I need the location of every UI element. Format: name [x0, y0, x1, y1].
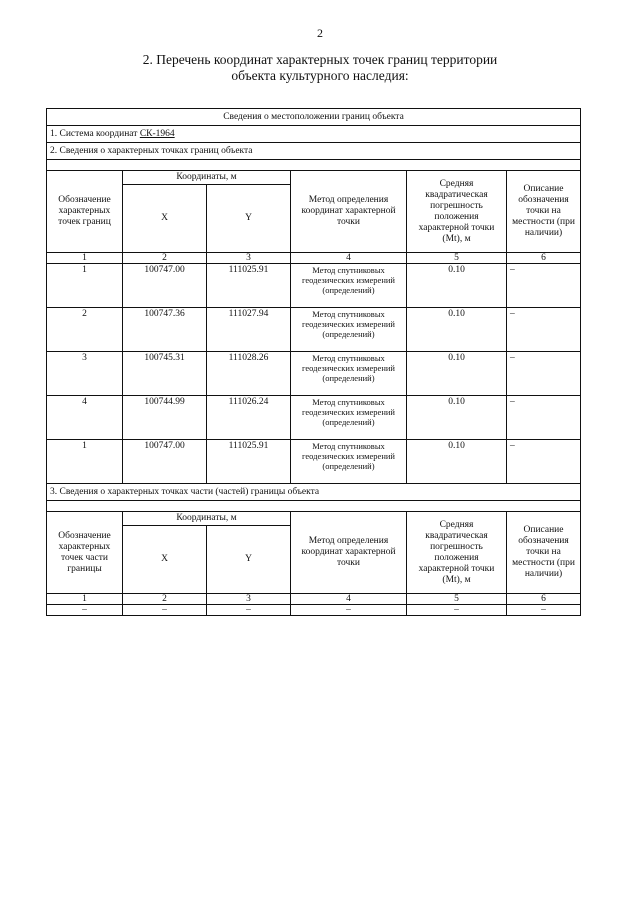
method-cell: Метод спутниковых геодезических измерений (определений)	[291, 352, 407, 396]
point-cell: –	[47, 605, 123, 616]
table-heading: Сведения о местоположении границ объекта	[47, 109, 581, 126]
header-point-designation-part: Обозначение характерных точек части границы	[47, 512, 123, 594]
coordinate-system-row	[47, 126, 581, 143]
header-y: Y	[207, 185, 291, 253]
description-cell: –	[507, 352, 581, 396]
point-cell: 1	[47, 264, 123, 308]
header-method: Метод определения координат характерной точки	[291, 512, 407, 594]
y-cell: 111025.91	[207, 440, 291, 484]
header-point-designation: Обозначение характерных точек границ	[47, 171, 123, 253]
column-number: 1	[47, 253, 123, 264]
column-number: 3	[207, 594, 291, 605]
method-cell: Метод спутниковых геодезических измерений (определений)	[291, 440, 407, 484]
title-line-1: 2. Перечень координат характерных точек границ территории	[142, 52, 498, 67]
column-number: 6	[507, 253, 581, 264]
method-cell: Метод спутниковых геодезических измерений (определений)	[291, 308, 407, 352]
x-cell: –	[123, 605, 207, 616]
error-cell: –	[407, 605, 507, 616]
header-error: Средняя квадратическая погрешность положения характерной точки (Mt), м	[407, 171, 507, 253]
header-method: Метод определения координат характерной точки	[291, 171, 407, 253]
header-x: X	[123, 185, 207, 253]
y-cell: 111027.94	[207, 308, 291, 352]
point-cell: 2	[47, 308, 123, 352]
point-cell: 4	[47, 396, 123, 440]
table-row	[47, 308, 581, 352]
section-2-title: 2. Сведения о характерных точках границ объекта	[47, 143, 581, 160]
x-cell: 100744.99	[123, 396, 207, 440]
header-x: X	[123, 526, 207, 594]
section-spacer	[47, 160, 581, 171]
method-cell: –	[291, 605, 407, 616]
error-cell: 0.10	[407, 308, 507, 352]
point-cell: 3	[47, 352, 123, 396]
error-cell: 0.10	[407, 264, 507, 308]
method-cell: Метод спутниковых геодезических измерений (определений)	[291, 264, 407, 308]
column-number: 3	[207, 253, 291, 264]
header-description: Описание обозначения точки на местности (при наличии)	[507, 171, 581, 253]
table-row	[47, 264, 581, 308]
table-row	[47, 396, 581, 440]
column-numbers-row	[47, 594, 581, 605]
column-number: 4	[291, 594, 407, 605]
x-cell: 100745.31	[123, 352, 207, 396]
column-number: 5	[407, 253, 507, 264]
point-cell: 1	[47, 440, 123, 484]
coordinate-system-value: СК-1964	[139, 128, 175, 139]
y-cell: –	[207, 605, 291, 616]
error-cell: 0.10	[407, 440, 507, 484]
y-cell: 111025.91	[207, 264, 291, 308]
method-cell: Метод спутниковых геодезических измерений (определений)	[291, 396, 407, 440]
coordinate-system-label: 1. Система координат	[50, 128, 138, 139]
table-row	[47, 440, 581, 484]
table-row	[47, 605, 581, 616]
header-coordinates: Координаты, м	[123, 512, 291, 526]
header-coordinates: Координаты, м	[123, 171, 291, 185]
x-cell: 100747.00	[123, 264, 207, 308]
page-number: 2	[317, 26, 323, 40]
column-number: 5	[407, 594, 507, 605]
description-cell: –	[507, 396, 581, 440]
table-row	[47, 352, 581, 396]
description-cell: –	[507, 440, 581, 484]
column-numbers-row	[47, 253, 581, 264]
column-number: 2	[123, 594, 207, 605]
y-cell: 111026.24	[207, 396, 291, 440]
y-cell: 111028.26	[207, 352, 291, 396]
section-3-title: 3. Сведения о характерных точках части (частей) границы объекта	[47, 484, 581, 501]
error-cell: 0.10	[407, 396, 507, 440]
header-description: Описание обозначения точки на местности (при наличии)	[507, 512, 581, 594]
title-line-2: объекта культурного наследия:	[231, 68, 409, 83]
boundary-coordinates-table	[46, 108, 581, 616]
header-y: Y	[207, 526, 291, 594]
x-cell: 100747.00	[123, 440, 207, 484]
description-cell: –	[507, 264, 581, 308]
x-cell: 100747.36	[123, 308, 207, 352]
description-cell: –	[507, 605, 581, 616]
column-number: 4	[291, 253, 407, 264]
column-number: 1	[47, 594, 123, 605]
document-title	[70, 52, 570, 84]
section-spacer	[47, 501, 581, 512]
column-number: 2	[123, 253, 207, 264]
column-number: 6	[507, 594, 581, 605]
description-cell: –	[507, 308, 581, 352]
header-error: Средняя квадратическая погрешность положения характерной точки (Mt), м	[407, 512, 507, 594]
error-cell: 0.10	[407, 352, 507, 396]
